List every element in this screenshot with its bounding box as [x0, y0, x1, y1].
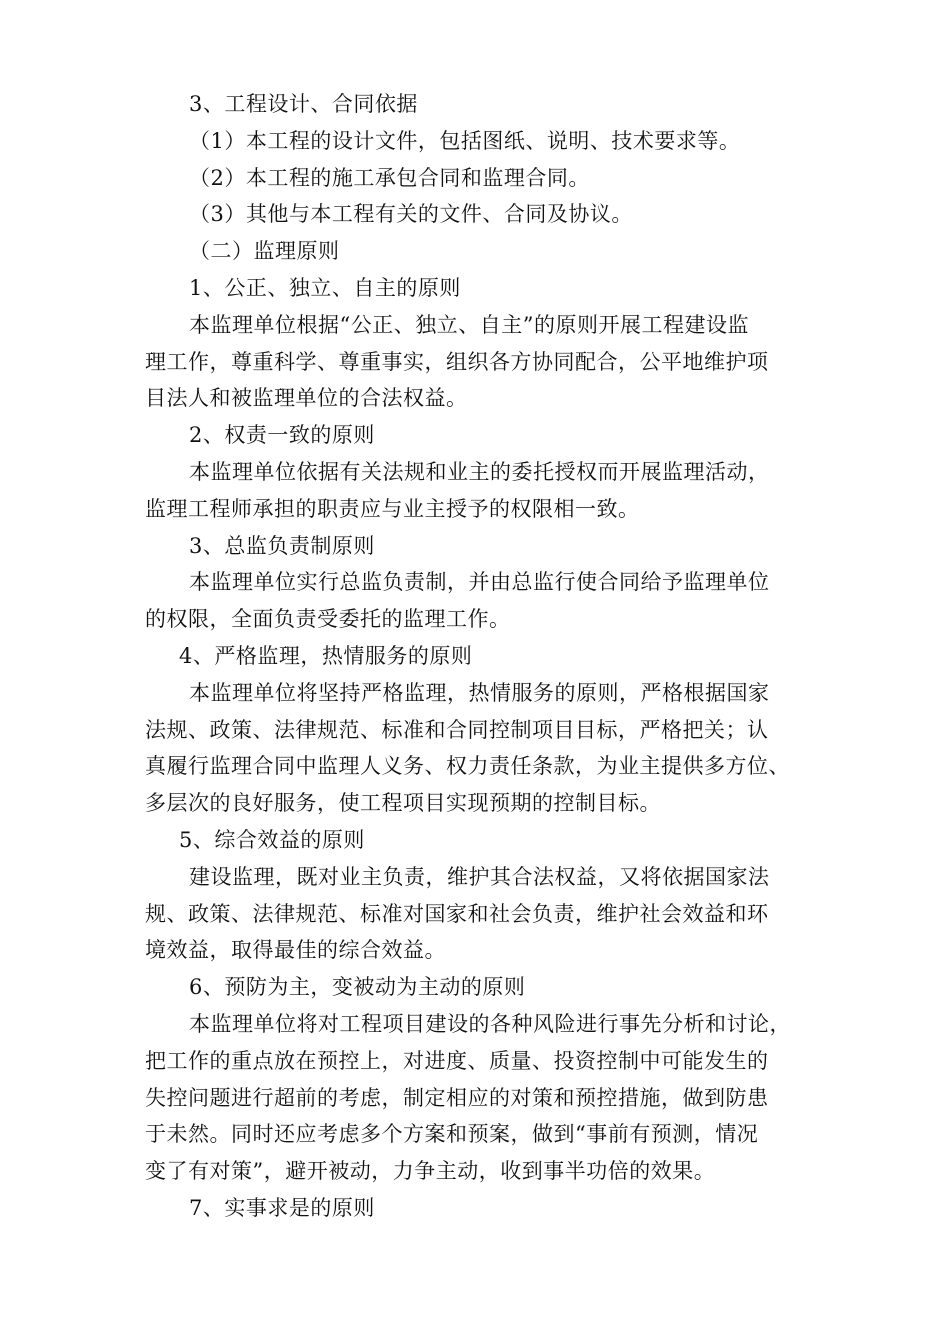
list-item: （2）本工程的施工承包合同和监理合同。: [189, 165, 590, 190]
principle-heading: 4、严格监理，热情服务的原则: [179, 643, 473, 668]
principle-heading: 1、公正、独立、自主的原则: [189, 275, 461, 300]
paragraph-line: 建设监理，既对业主负责，维护其合法权益，又将依据国家法: [189, 864, 770, 889]
paragraph-line: 失控问题进行超前的考虑，制定相应的对策和预控措施，做到防患: [145, 1085, 769, 1110]
paragraph-line: 本监理单位将对工程项目建设的各种风险进行事先分析和讨论，: [189, 1011, 791, 1036]
document-page: [145, 86, 825, 1227]
list-item: （3）其他与本工程有关的文件、合同及协议。: [189, 202, 633, 227]
paragraph-line: 法规、政策、法律规范、标准和合同控制项目目标，严格把关；认: [145, 717, 769, 742]
principle-heading: 3、总监负责制原则: [189, 533, 375, 558]
paragraph-line: 变了有对策”，避开被动，力争主动，收到事半功倍的效果。: [145, 1159, 716, 1184]
paragraph-line: 把工作的重点放在预控上，对进度、质量、投资控制中可能发生的: [145, 1048, 769, 1073]
paragraph-line: 于未然。同时还应考虑多个方案和预案，做到“事前有预测，情况: [145, 1122, 759, 1147]
paragraph-line: 本监理单位依据有关法规和业主的委托授权而开展监理活动，: [189, 459, 770, 484]
paragraph-line: 规、政策、法律规范、标准对国家和社会负责，维护社会效益和环: [145, 901, 769, 926]
principle-heading: 2、权责一致的原则: [189, 423, 375, 448]
paragraph-line: 真履行监理合同中监理人义务、权力责任条款，为业主提供多方位、: [145, 754, 790, 779]
section-heading: 3、工程设计、合同依据: [189, 92, 418, 116]
paragraph-line: 本监理单位实行总监负责制，并由总监行使合同给予监理单位: [189, 570, 770, 595]
principle-heading: 5、综合效益的原则: [179, 827, 365, 852]
paragraph-line: 本监理单位根据“公正、独立、自主”的原则开展工程建设监: [189, 312, 749, 337]
principle-heading: 6、预防为主，变被动为主动的原则: [189, 975, 526, 1000]
paragraph-line: 境效益，取得最佳的综合效益。: [145, 938, 446, 963]
section-heading: （二）监理原则: [189, 239, 340, 264]
paragraph-line: 目法人和被监理单位的合法权益。: [145, 386, 468, 411]
paragraph-line: 的权限，全面负责受委托的监理工作。: [145, 607, 511, 632]
paragraph-line: 多层次的良好服务，使工程项目实现预期的控制目标。: [145, 791, 661, 816]
principle-heading: 7、实事求是的原则: [189, 1195, 375, 1220]
list-item: （1）本工程的设计文件，包括图纸、说明、技术要求等。: [189, 128, 741, 153]
paragraph-line: 监理工程师承担的职责应与业主授予的权限相一致。: [145, 496, 640, 521]
paragraph-line: 本监理单位将坚持严格监理，热情服务的原则，严格根据国家: [189, 680, 770, 705]
paragraph-line: 理工作，尊重科学、尊重事实，组织各方协同配合，公平地维护项: [145, 349, 769, 374]
